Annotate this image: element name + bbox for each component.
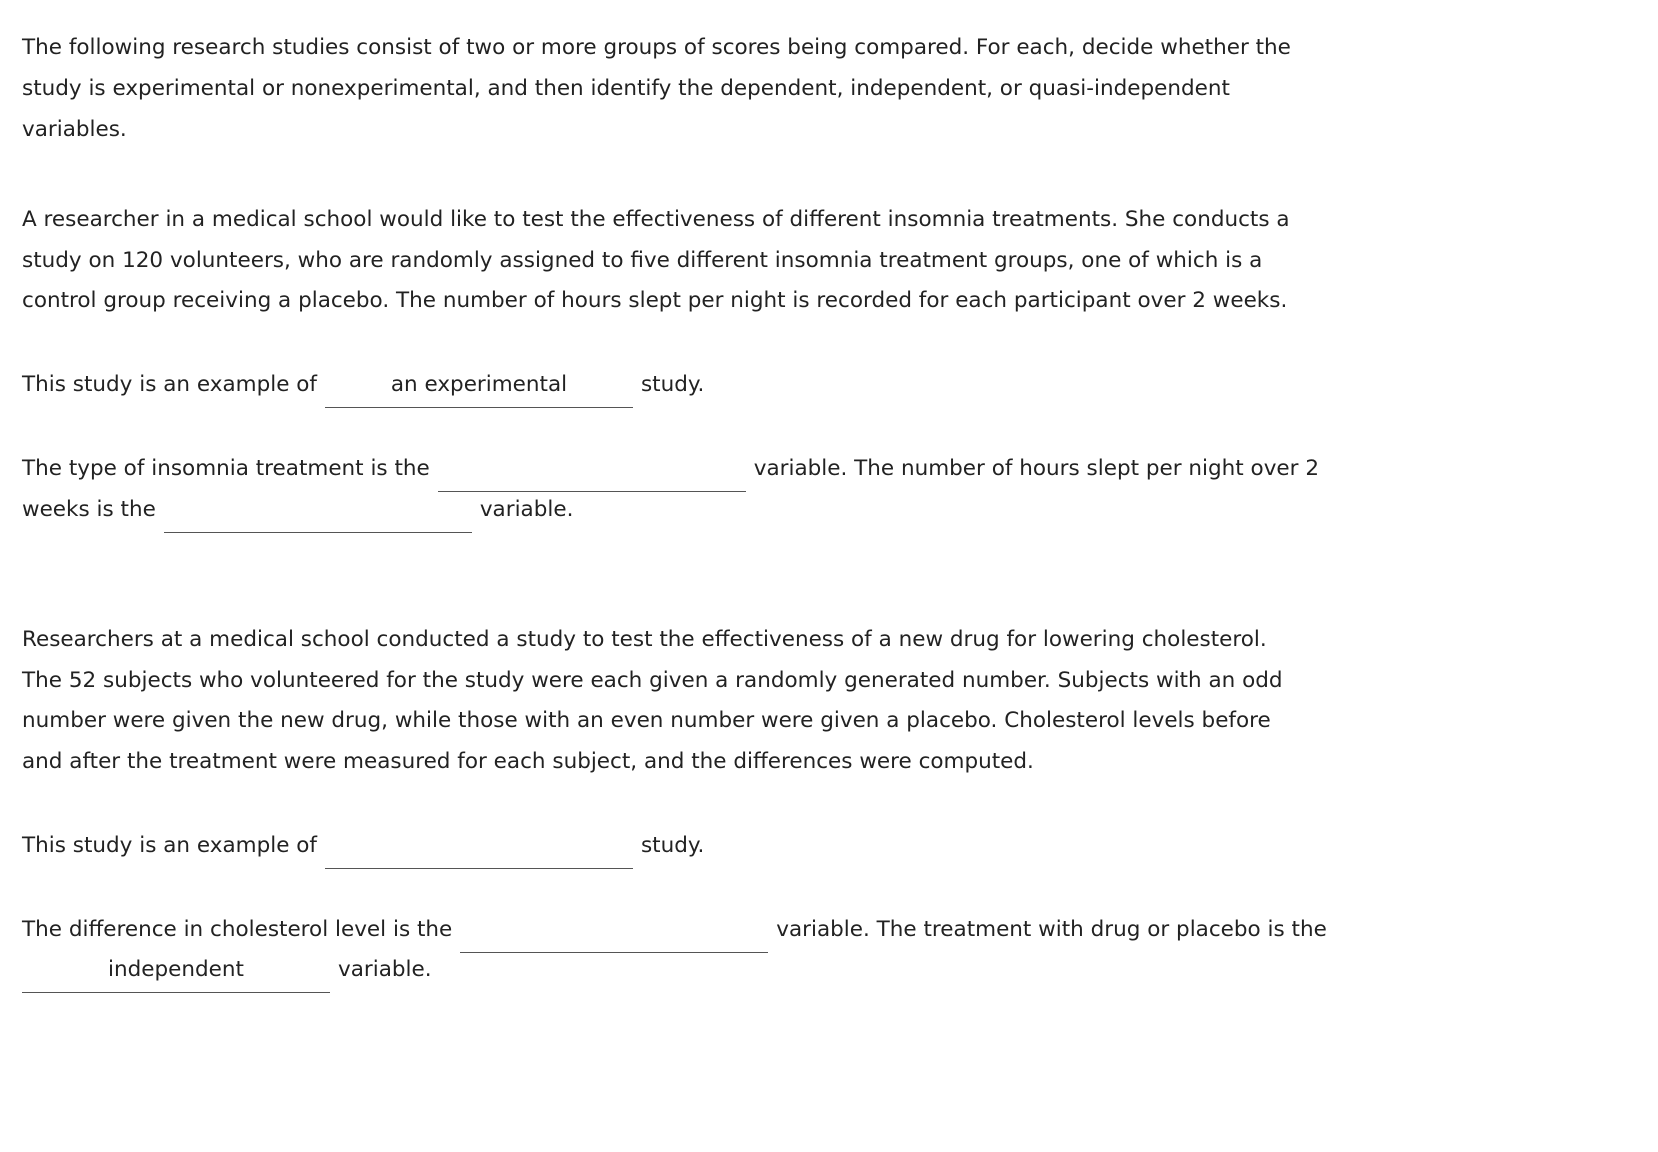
cholesterol-variable-blank[interactable] xyxy=(460,916,768,953)
label: This study is an example of xyxy=(22,833,317,858)
study2-question-type xyxy=(22,832,704,860)
label: This study is an example of xyxy=(22,372,317,397)
text-line: variables. xyxy=(22,117,127,142)
hours-variable-blank[interactable] xyxy=(164,496,472,533)
label: variable. xyxy=(479,497,574,522)
label: The difference in cholesterol level is the xyxy=(22,917,453,942)
study2-question-variable-2 xyxy=(22,956,432,984)
label: variable. xyxy=(338,957,432,982)
study1-question-type xyxy=(22,371,704,399)
treatment-variable-blank[interactable]: independent xyxy=(22,956,330,993)
study2-question-variable-1 xyxy=(22,916,1327,944)
label: study. xyxy=(640,372,705,397)
treatment-variable-blank[interactable] xyxy=(438,455,746,492)
study-type-answer-blank[interactable]: an experimental xyxy=(325,371,633,408)
text-line: study is experimental or nonexperimental, and then identify the dependent, independent, or quasi-independent xyxy=(22,76,1230,101)
label: The type of insomnia treatment is the xyxy=(22,456,430,481)
label: variable. The treatment with drug or placebo is the xyxy=(776,917,1327,942)
study1-question-variable-1 xyxy=(22,455,1319,483)
study1-question-variable-2 xyxy=(22,496,573,524)
text-line: Researchers at a medical school conducted a study to test the effectiveness of a new drug for lowering cholesterol. xyxy=(22,627,1267,652)
text-line: control group receiving a placebo. The number of hours slept per night is recorded for each participant over 2 weeks. xyxy=(22,288,1288,313)
label: weeks is the xyxy=(22,497,156,522)
study-type-answer-blank[interactable] xyxy=(325,832,633,869)
text-line: number were given the new drug, while those with an even number were given a placebo. Cholesterol levels before xyxy=(22,708,1271,733)
text-line: The 52 subjects who volunteered for the study were each given a randomly generated number. Subjects with an odd xyxy=(22,668,1283,693)
text-line: The following research studies consist of two or more groups of scores being compared. For each, decide whether the xyxy=(22,35,1291,60)
text-line: study on 120 volunteers, who are randomly assigned to five different insomnia treatment groups, one of which is a xyxy=(22,248,1263,273)
label: study. xyxy=(640,833,705,858)
text-line: A researcher in a medical school would like to test the effectiveness of different insomnia treatments. She conducts a xyxy=(22,207,1290,232)
label: variable. The number of hours slept per night over 2 xyxy=(753,456,1320,481)
text-line: and after the treatment were measured for each subject, and the differences were computed. xyxy=(22,749,1034,774)
